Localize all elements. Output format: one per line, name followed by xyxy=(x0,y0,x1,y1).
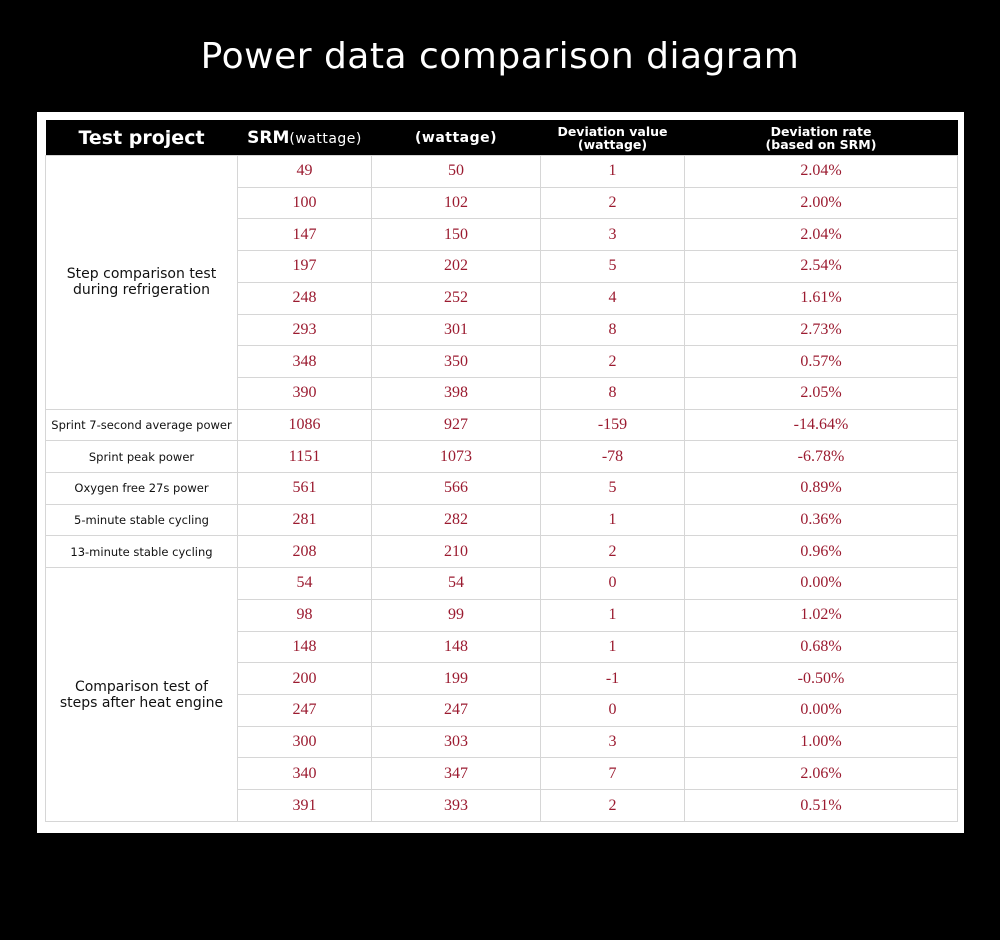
srm-cell: 391 xyxy=(238,790,372,822)
srm-cell: 200 xyxy=(238,663,372,695)
srm-cell: 197 xyxy=(238,251,372,283)
srm-cell: 148 xyxy=(238,631,372,663)
deviation-cell: 1 xyxy=(541,599,685,631)
test-project-label: Sprint 7-second average power xyxy=(51,417,232,432)
rate-cell: 2.00% xyxy=(685,187,958,219)
srm-cell: 147 xyxy=(238,219,372,251)
deviation-cell: -1 xyxy=(541,663,685,695)
device-cell: 54 xyxy=(372,568,541,600)
device-cell: 102 xyxy=(372,187,541,219)
header-deviation-value-label: Deviation value xyxy=(557,123,668,139)
test-project-cell xyxy=(46,504,238,536)
device-cell: 247 xyxy=(372,694,541,726)
table-row xyxy=(46,156,958,188)
device-cell: 398 xyxy=(372,377,541,409)
srm-cell: 100 xyxy=(238,187,372,219)
test-project-cell xyxy=(46,536,238,568)
table-row xyxy=(46,473,958,505)
deviation-cell: 1 xyxy=(541,631,685,663)
header-deviation-rate xyxy=(685,120,958,156)
header-srm-label: SRM xyxy=(247,127,290,148)
test-project-label: steps after heat engine xyxy=(59,694,224,711)
rate-cell: -14.64% xyxy=(685,409,958,441)
device-cell: 303 xyxy=(372,726,541,758)
header-deviation-rate-label: Deviation rate xyxy=(770,123,872,139)
rate-cell: 1.61% xyxy=(685,282,958,314)
table-header-row xyxy=(46,120,958,156)
device-cell: 50 xyxy=(372,156,541,188)
rate-cell: 0.00% xyxy=(685,568,958,600)
rate-cell: -6.78% xyxy=(685,441,958,473)
srm-cell: 390 xyxy=(238,377,372,409)
deviation-cell: 2 xyxy=(541,536,685,568)
srm-cell: 54 xyxy=(238,568,372,600)
test-project-label: Comparison test of xyxy=(74,678,209,695)
srm-cell: 248 xyxy=(238,282,372,314)
device-cell: 1073 xyxy=(372,441,541,473)
srm-cell: 1086 xyxy=(238,409,372,441)
device-cell: 199 xyxy=(372,663,541,695)
header-test-project: Test project xyxy=(46,120,238,156)
device-cell: 99 xyxy=(372,599,541,631)
deviation-cell: 1 xyxy=(541,504,685,536)
rate-cell: 2.04% xyxy=(685,156,958,188)
rate-cell: 0.36% xyxy=(685,504,958,536)
comparison-panel xyxy=(37,112,964,833)
table-row xyxy=(46,504,958,536)
rate-cell: 2.54% xyxy=(685,251,958,283)
test-project-cell xyxy=(46,409,238,441)
header-deviation-value-unit: (wattage) xyxy=(577,136,648,152)
rate-cell: 0.00% xyxy=(685,694,958,726)
deviation-cell: 8 xyxy=(541,314,685,346)
deviation-cell: -159 xyxy=(541,409,685,441)
table-row xyxy=(46,441,958,473)
deviation-cell: -78 xyxy=(541,441,685,473)
test-project-cell xyxy=(46,441,238,473)
device-cell: 282 xyxy=(372,504,541,536)
test-project-cell xyxy=(46,568,238,822)
table-row xyxy=(46,409,958,441)
test-project-label: 13-minute stable cycling xyxy=(70,544,213,559)
rate-cell: -0.50% xyxy=(685,663,958,695)
deviation-cell: 5 xyxy=(541,473,685,505)
header-srm xyxy=(238,120,372,156)
rate-cell: 2.04% xyxy=(685,219,958,251)
deviation-cell: 2 xyxy=(541,187,685,219)
header-device-unit: (wattage) xyxy=(372,120,541,156)
srm-cell: 281 xyxy=(238,504,372,536)
device-cell: 252 xyxy=(372,282,541,314)
device-cell: 393 xyxy=(372,790,541,822)
device-cell: 210 xyxy=(372,536,541,568)
srm-cell: 300 xyxy=(238,726,372,758)
table-body xyxy=(46,156,958,822)
page-title: Power data comparison diagram xyxy=(200,36,800,77)
test-project-label: Sprint peak power xyxy=(88,449,195,464)
device-cell: 350 xyxy=(372,346,541,378)
rate-cell: 2.05% xyxy=(685,377,958,409)
deviation-cell: 1 xyxy=(541,156,685,188)
deviation-cell: 0 xyxy=(541,694,685,726)
srm-cell: 247 xyxy=(238,694,372,726)
device-cell: 566 xyxy=(372,473,541,505)
device-cell: 150 xyxy=(372,219,541,251)
srm-cell: 208 xyxy=(238,536,372,568)
srm-cell: 340 xyxy=(238,758,372,790)
power-comparison-table xyxy=(45,120,958,822)
device-cell: 347 xyxy=(372,758,541,790)
rate-cell: 0.57% xyxy=(685,346,958,378)
deviation-cell: 2 xyxy=(541,346,685,378)
srm-cell: 293 xyxy=(238,314,372,346)
srm-cell: 348 xyxy=(238,346,372,378)
srm-cell: 561 xyxy=(238,473,372,505)
test-project-cell xyxy=(46,156,238,410)
rate-cell: 0.96% xyxy=(685,536,958,568)
rate-cell: 0.89% xyxy=(685,473,958,505)
rate-cell: 0.68% xyxy=(685,631,958,663)
test-project-cell xyxy=(46,473,238,505)
srm-cell: 1151 xyxy=(238,441,372,473)
device-cell: 301 xyxy=(372,314,541,346)
srm-cell: 49 xyxy=(238,156,372,188)
rate-cell: 2.06% xyxy=(685,758,958,790)
deviation-cell: 2 xyxy=(541,790,685,822)
header-deviation-rate-basis: (based on SRM) xyxy=(765,136,877,152)
deviation-cell: 3 xyxy=(541,726,685,758)
rate-cell: 0.51% xyxy=(685,790,958,822)
rate-cell: 1.02% xyxy=(685,599,958,631)
device-cell: 148 xyxy=(372,631,541,663)
table-row xyxy=(46,568,958,600)
deviation-cell: 0 xyxy=(541,568,685,600)
deviation-cell: 7 xyxy=(541,758,685,790)
test-project-label: Oxygen free 27s power xyxy=(74,481,209,496)
deviation-cell: 5 xyxy=(541,251,685,283)
rate-cell: 2.73% xyxy=(685,314,958,346)
test-project-label: Step comparison test xyxy=(66,266,217,283)
rate-cell: 1.00% xyxy=(685,726,958,758)
test-project-label: 5-minute stable cycling xyxy=(74,513,209,528)
header-deviation-value xyxy=(541,120,685,156)
test-project-label: during refrigeration xyxy=(73,282,210,299)
device-cell: 927 xyxy=(372,409,541,441)
srm-cell: 98 xyxy=(238,599,372,631)
header-srm-unit: (wattage) xyxy=(289,130,362,147)
table-row xyxy=(46,536,958,568)
deviation-cell: 8 xyxy=(541,377,685,409)
deviation-cell: 4 xyxy=(541,282,685,314)
deviation-cell: 3 xyxy=(541,219,685,251)
device-cell: 202 xyxy=(372,251,541,283)
